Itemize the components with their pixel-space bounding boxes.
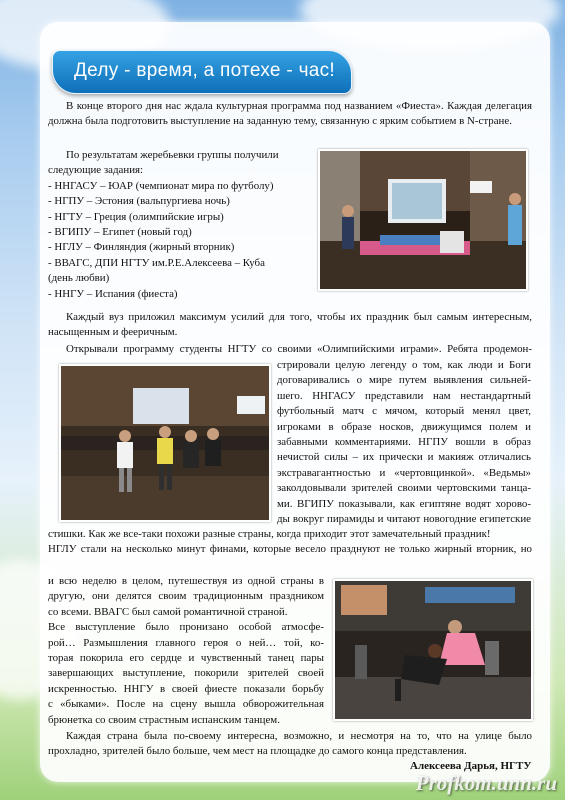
text-line: торая покорила его сердце и чувственный танец пары: [48, 652, 324, 665]
text-line: завершающих выступление, покорили зрителей своей: [48, 667, 324, 680]
text-line: забавными комментариями. НГПУ вошли в образ: [277, 436, 531, 449]
task-item: (день любви): [48, 272, 110, 285]
assignments-block: [48, 148, 310, 302]
paragraph-lottery-line: следующие задания:: [48, 164, 144, 177]
paragraph-effort: Каждый вуз приложил максимум усилий для того, чтобы их праздник был самым интересным, насыщенным и фееричным.: [48, 311, 532, 339]
text-line: другую, они делятся своим традиционным праздником: [48, 590, 324, 603]
text-line: договаривались о мире путем выявления сильней-: [277, 374, 531, 387]
text-line: ми. ВГИПУ показывали, как египтяне водят хорово-: [277, 497, 531, 510]
paragraph-performances-full: [48, 527, 532, 558]
text-line: стрировали целую легенду о том, как люди и Боги: [277, 359, 531, 371]
text-line: Все выступление было пронизано особой атмосфе-: [48, 621, 324, 634]
paragraph-intro: В конце второго дня нас ждала культурная программа под названием «Фиеста». Каждая делегация должна была подготовить выступление на заданную тему, связанную с ярким событием в N-стране.: [48, 100, 532, 128]
text-line: рой… Размышления главного героя о ней… той, ко-: [48, 636, 324, 649]
text-line: игроками в образе носков, движущимся полем и: [277, 420, 531, 433]
paragraph-opening-line: Открывали программу студенты НГТУ со своими «Олимпийскими играми». Ребята продемон-: [66, 343, 532, 355]
task-item: - НГПУ – Эстония (вальпургиева ночь): [48, 195, 230, 208]
paragraph-performances-right: [277, 358, 531, 527]
text-line: шего. ННГАСУ представили нам нестандартный: [277, 389, 531, 402]
paragraph-lottery-line: По результатам жеребьевки группы получили: [66, 149, 279, 161]
text-line: НГЛУ стали на несколько минут финами, которые весело празднуют не только жирный вторник, но: [48, 543, 532, 556]
paragraph-conclusion: Каждая страна была по-своему интересна, возможно, и несмотря на то, что на улице было прохладно, зрителей было больше, чем мест на площадке до самого конца представления.: [48, 730, 532, 758]
task-item: - ВВАГС, ДПИ НГТУ им.Р.Е.Алексеева – Куба: [48, 256, 265, 269]
text-line: с «быками». После на сцену вышла обворожительная: [48, 698, 324, 711]
task-item: - НГТУ – Греция (олимпийские игры): [48, 210, 224, 223]
paragraph-performances-left: [48, 574, 324, 728]
text-line: футбольный матч с мячом, который менял цвет,: [277, 405, 531, 418]
text-line: брюнетка со своим страстным испанским танцем.: [48, 713, 280, 726]
text-line: заколдовывали зрителей своими чертовскими танца-: [277, 482, 531, 495]
photo-spanish-dance: [333, 579, 533, 721]
text-line: ды вокруг пирамиды и читают новогодние египетские: [277, 513, 531, 526]
photo-olympic-games: [59, 364, 271, 522]
author-signature: Алексеева Дарья, НГТУ: [410, 760, 532, 772]
text-line: и всю неделю в целом, путешествуя из одной страны в: [48, 575, 324, 587]
text-line: стишки. Как же все-таки похожи разные страны, когда приходит этот замечательный праздник!: [48, 528, 491, 540]
text-line: экстравагантностью и «чертовщинкой». «Ведьмы»: [277, 466, 531, 479]
text-line: нечистой силы – их прически и макияж отличались: [277, 451, 531, 464]
text-line: со всеми. ВВАГС был самой романтичной страной.: [48, 605, 288, 618]
page-title: Делу - время, а потехе - час!: [74, 60, 336, 81]
task-item: - ВГИПУ – Египет (новый год): [48, 226, 192, 239]
watermark: Profkom.unn.ru: [415, 771, 557, 795]
text-line: искренностью. ННГУ в своей фиесте показали борьбу: [48, 682, 324, 695]
task-item: - НГЛУ – Финляндия (жирный вторник): [48, 241, 235, 254]
task-item: - ННГУ – Испания (фиеста): [48, 287, 178, 300]
task-item: - ННГАСУ – ЮАР (чемпионат мира по футболу): [48, 179, 274, 192]
photo-festival-stage: [318, 149, 528, 291]
